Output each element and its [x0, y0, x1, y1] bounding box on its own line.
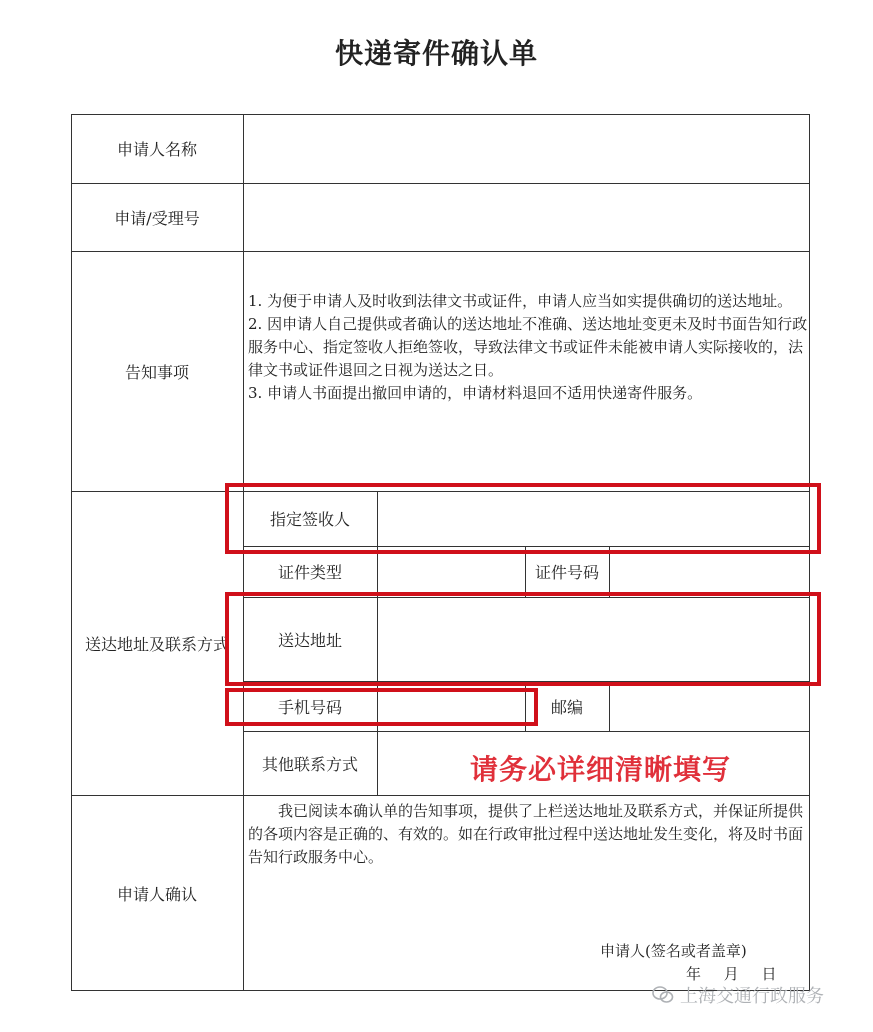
notice-item: 1. 为便于申请人及时收到法律文书或证件，申请人应当如实提供确切的送达地址。 — [248, 292, 793, 310]
address-highlight-box — [225, 592, 821, 686]
id-number-label: 证件号码 — [534, 563, 599, 582]
postcode-field[interactable] — [610, 682, 809, 730]
application-number-field[interactable] — [244, 184, 809, 250]
fill-in-warning: 请务必详细清晰填写 — [470, 753, 732, 786]
application-number-label: 申请/受理号 — [114, 208, 200, 228]
applicant-name-field[interactable] — [244, 115, 809, 182]
address-label: 送达地址 — [277, 630, 342, 650]
applicant-name-label: 申请人名称 — [116, 140, 197, 159]
signature-label: 申请人(签名或者盖章) — [600, 942, 747, 960]
notice-label: 告知事项 — [124, 362, 189, 382]
recipient-highlight-box — [225, 483, 821, 554]
notice-text — [248, 290, 808, 405]
watermark-text: 上海交通行政服务 — [680, 986, 824, 1007]
notice-item: 2. 因申请人自己提供或者确认的送达地址不准确、送达地址变更未及时书面告知行政服务中心、指定签收人拒绝签收，导致法律文书或证件未能被申请人实际接收的，法律文书或证件退回之日视为送达之日。 — [248, 315, 808, 379]
document-title: 快递寄件确认单 — [334, 37, 538, 70]
watermark — [652, 982, 824, 1008]
date-label: 年 月 日 — [686, 965, 777, 983]
notice-item: 3. 申请人书面提出撤回申请的，申请材料退回不适用快递寄件服务。 — [248, 384, 703, 402]
applicant-confirm-label: 申请人确认 — [116, 884, 197, 904]
confirm-statement: 我已阅读本确认单的告知事项，提供了上栏送达地址及联系方式，并保证所提供的各项内容是正确的、有效的。如在行政审批过程中送达地址发生变化，将及时书面告知行政服务中心。 — [248, 802, 804, 866]
mobile-highlight-box — [225, 688, 538, 726]
mobile-label: 手机号码 — [277, 697, 342, 717]
other-contact-label: 其他联系方式 — [261, 754, 358, 774]
delivery-contact-label: 送达地址及联系方式 — [84, 634, 229, 654]
recipient-label: 指定签收人 — [269, 510, 350, 529]
wechat-icon — [652, 986, 674, 1004]
id-type-field[interactable] — [378, 547, 524, 596]
id-number-field[interactable] — [610, 547, 809, 596]
id-type-label: 证件类型 — [277, 563, 342, 582]
postcode-label: 邮编 — [550, 697, 583, 717]
